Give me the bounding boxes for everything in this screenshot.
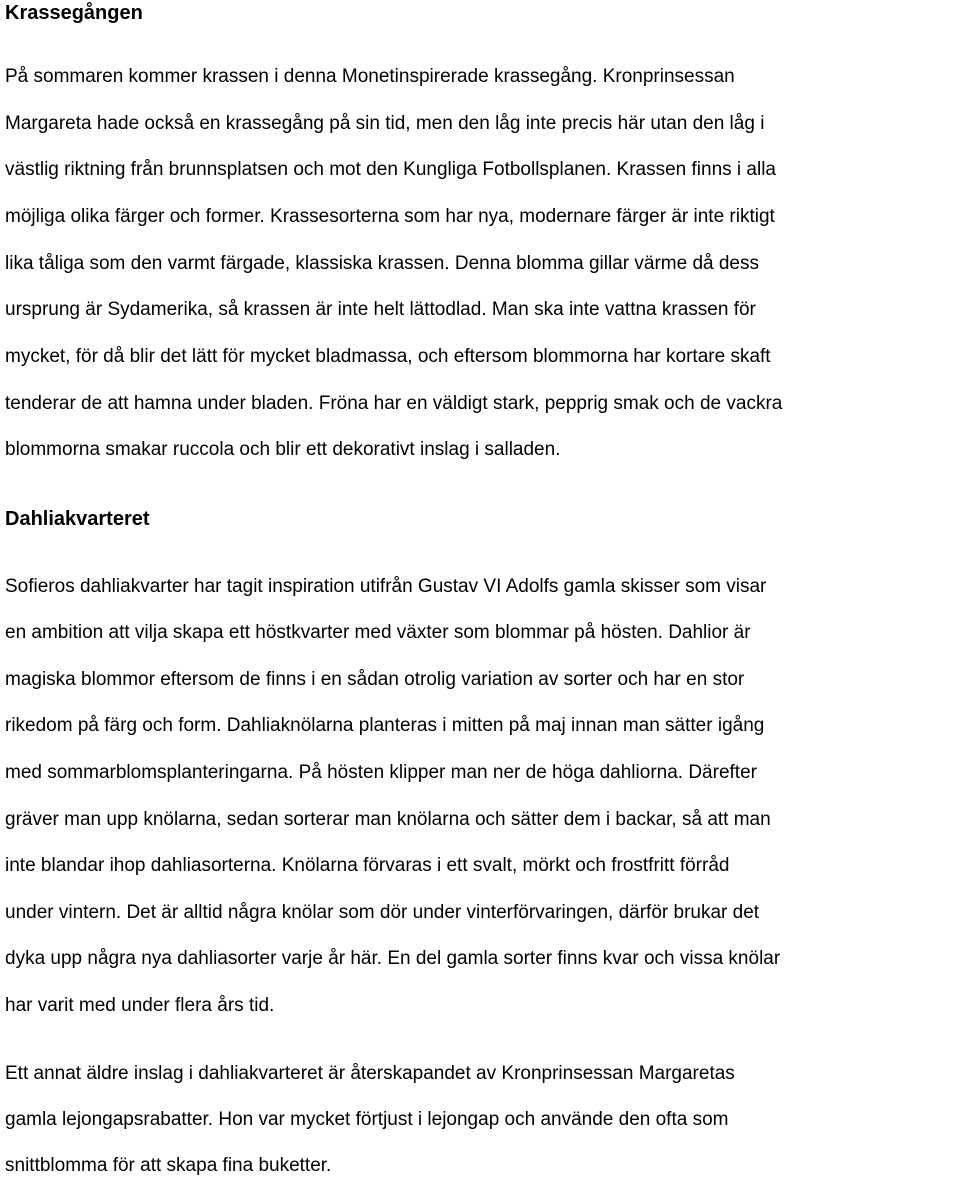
- paragraph-line: Ett annat äldre inslag i dahliakvarteret är återskapandet av Kronprinsessan Margaretas: [5, 1063, 735, 1084]
- paragraph-line: en ambition att vilja skapa ett höstkvarter med växter som blommar på hösten. Dahlior är: [5, 622, 751, 643]
- paragraph-line: möjliga olika färger och former. Krassesorterna som har nya, modernare färger är inte riktigt: [5, 206, 775, 227]
- paragraph-line: gräver man upp knölarna, sedan sorterar man knölarna och sätter dem i backar, så att man: [5, 809, 771, 830]
- paragraph-line: mycket, för då blir det lätt för mycket bladmassa, och eftersom blommorna har kortare skaft: [5, 346, 771, 367]
- paragraph-line: gamla lejongapsrabatter. Hon var mycket förtjust i lejongap och använde den ofta som: [5, 1109, 729, 1130]
- paragraph-line: På sommaren kommer krassen i denna Monetinspirerade krassegång. Kronprinsessan: [5, 66, 735, 87]
- paragraph-line: magiska blommor eftersom de finns i en sådan otrolig variation av sorter och har en stor: [5, 669, 745, 690]
- heading-dahliakvarteret: Dahliakvarteret: [5, 508, 150, 530]
- paragraph-line: dyka upp några nya dahliasorter varje år här. En del gamla sorter finns kvar och vissa knölar: [5, 948, 781, 969]
- paragraph-line: västlig riktning från brunnsplatsen och mot den Kungliga Fotbollsplanen. Krassen finns i alla: [5, 159, 777, 180]
- paragraph-line: har varit med under flera års tid.: [5, 995, 275, 1016]
- paragraph-line: Margareta hade också en krassegång på sin tid, men den låg inte precis här utan den låg i: [5, 113, 765, 134]
- paragraph-line: under vintern. Det är alltid några knölar som dör under vinterförvaringen, därför brukar det: [5, 902, 760, 923]
- paragraph-line: Sofieros dahliakvarter har tagit inspiration utifrån Gustav VI Adolfs gamla skisser som visar: [5, 576, 767, 597]
- paragraph-line: med sommarblomsplanteringarna. På hösten klipper man ner de höga dahliorna. Därefter: [5, 762, 757, 783]
- paragraph-line: inte blandar ihop dahliasorterna. Knölarna förvaras i ett svalt, mörkt och frostfritt förråd: [5, 855, 730, 876]
- paragraph-line: snittblomma för att skapa fina buketter.: [5, 1155, 332, 1176]
- heading-krassegangen: Krassegången: [5, 2, 143, 24]
- paragraph-line: lika tåliga som den varmt färgade, klassiska krassen. Denna blomma gillar värme då dess: [5, 253, 759, 274]
- paragraph-line: rikedom på färg och form. Dahliaknölarna planteras i mitten på maj innan man sätter igång: [5, 715, 765, 736]
- paragraph-line: tenderar de att hamna under bladen. Fröna har en väldigt stark, pepprig smak och de vackra: [5, 393, 783, 414]
- paragraph-line: ursprung är Sydamerika, så krassen är inte helt lättodlad. Man ska inte vattna krassen för: [5, 299, 756, 320]
- paragraph-line: blommorna smakar ruccola och blir ett dekorativt inslag i salladen.: [5, 439, 561, 460]
